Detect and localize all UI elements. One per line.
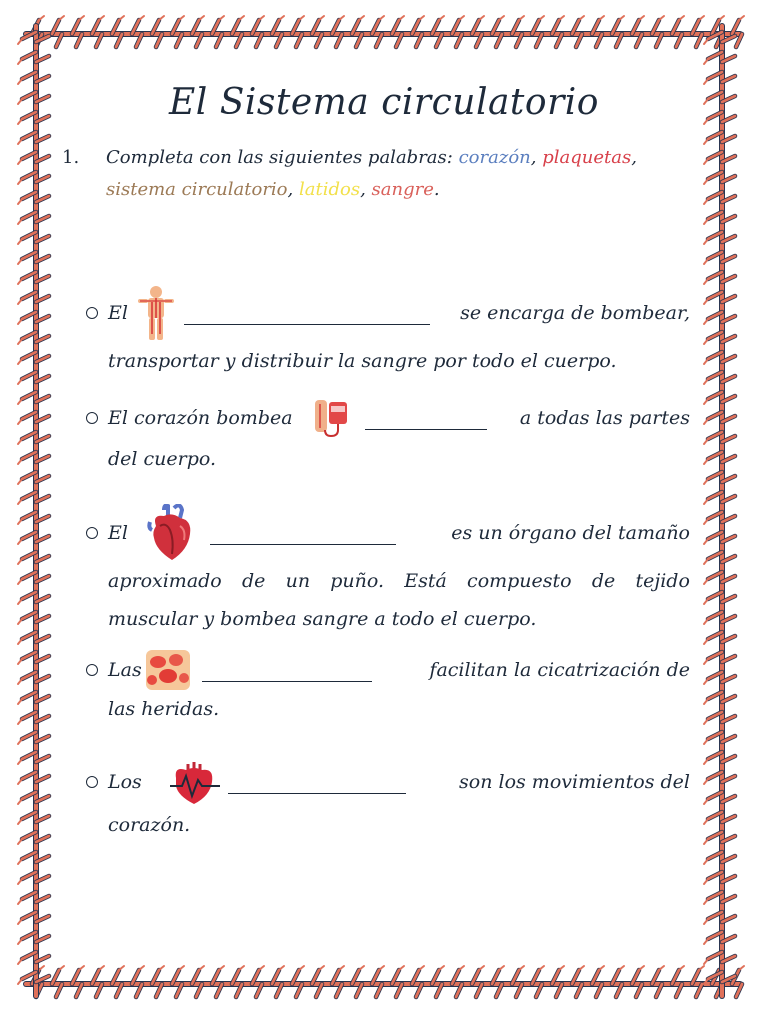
word-plaquetas: plaquetas xyxy=(542,147,632,168)
item-text: se encarga de bombear, xyxy=(460,302,690,324)
word: tejido xyxy=(635,570,690,592)
question-item-5 xyxy=(86,758,690,844)
body-icon xyxy=(136,284,176,342)
instruction-text: Completa con las siguientes palabras: xyxy=(106,147,453,168)
blood-bag-icon xyxy=(311,396,355,440)
separator: , xyxy=(530,147,537,168)
word-sangre: sangre xyxy=(371,179,434,200)
separator: , xyxy=(631,147,637,168)
item-continuation: muscular y bombea sangre a todo el cuerpo. xyxy=(108,608,537,630)
separator: , xyxy=(287,179,294,200)
heartbeat-icon xyxy=(168,758,222,806)
item-prefix: El xyxy=(108,522,128,544)
item-continuation: corazón. xyxy=(108,814,191,836)
bullet-icon xyxy=(86,307,98,319)
page-title: El Sistema circulatorio xyxy=(169,82,599,123)
platelets-icon xyxy=(146,650,190,690)
item-prefix: Los xyxy=(108,771,142,793)
item-continuation: transportar y distribuir la sangre por todo el cuerpo. xyxy=(108,350,617,372)
word: un xyxy=(285,570,311,592)
word-sistema-circulatorio: sistema circulatorio xyxy=(106,179,288,200)
separator: , xyxy=(360,179,366,200)
word: de xyxy=(241,570,266,592)
bullet-icon xyxy=(86,664,98,676)
item-text: es un órgano del tamaño xyxy=(451,522,690,544)
item-prefix: El corazón bombea xyxy=(108,407,293,429)
question-item-2 xyxy=(86,396,690,478)
item-continuation xyxy=(86,562,690,600)
item-text: a todas las partes xyxy=(519,407,690,429)
item-prefix: El xyxy=(108,302,128,324)
answer-blank[interactable] xyxy=(228,771,406,794)
item-text: son los movimientos del xyxy=(459,771,690,793)
answer-blank[interactable] xyxy=(210,522,396,545)
word-latidos: latidos xyxy=(298,179,361,200)
answer-blank[interactable] xyxy=(184,302,430,325)
word: puño. xyxy=(330,570,385,592)
item-continuation: las heridas. xyxy=(108,698,220,720)
instruction xyxy=(62,142,702,206)
word-corazon: corazón xyxy=(458,147,531,168)
word: compuesto xyxy=(467,570,572,592)
item-text: facilitan la cicatrización de xyxy=(429,659,690,681)
period: . xyxy=(433,179,440,200)
word: Está xyxy=(404,570,447,592)
heart-anatomy-icon xyxy=(146,504,198,562)
answer-blank[interactable] xyxy=(202,659,372,682)
bullet-icon xyxy=(86,527,98,539)
item-continuation: del cuerpo. xyxy=(108,448,217,470)
word: aproximado xyxy=(108,570,222,592)
answer-blank[interactable] xyxy=(365,407,487,430)
question-item-4 xyxy=(86,650,690,728)
question-item-1 xyxy=(86,284,690,380)
word: de xyxy=(591,570,616,592)
bullet-icon xyxy=(86,776,98,788)
question-number: 1. xyxy=(62,147,80,168)
item-prefix: Las xyxy=(108,659,142,681)
question-item-3 xyxy=(86,504,690,638)
bullet-icon xyxy=(86,412,98,424)
